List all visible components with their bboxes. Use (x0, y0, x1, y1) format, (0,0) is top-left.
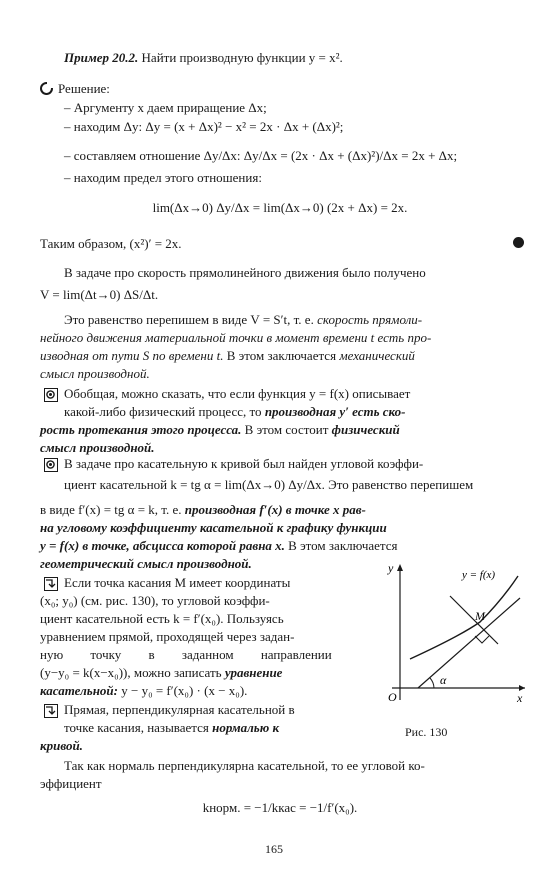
curve-label: y = f(x) (462, 569, 496, 581)
solution-icon (40, 82, 53, 95)
paragraph-line: Так как нормаль перпендикулярна касательной, то ее угловой ко- (64, 758, 425, 773)
paragraph-line: Обобщая, можно сказать, что если функция y = f(x) описывает (64, 386, 411, 401)
solution-step: – составляем отношение Δy/Δx: Δy/Δx = (2x · Δx + (Δx)²)/Δx = 2x + Δx; (64, 148, 458, 163)
figure-caption: Рис. 130 (405, 725, 448, 739)
italic-span: скорость прямоли- (317, 312, 423, 327)
paragraph-line: В задаче про скорость прямолинейного движения было получено (64, 265, 426, 280)
right-angle-mark (475, 636, 489, 643)
bold-italic-span: уравнение (224, 665, 283, 680)
solution-step: – находим Δy: Δy = (x + Δx)² − x² = 2x · Δx + (Δx)²; (64, 119, 344, 134)
paragraph-line (40, 683, 247, 699)
paragraph-line: циент касательной есть k = f′(x₀). Пользуясь (40, 611, 284, 626)
paragraph-line: на угловому коэффициенту касательной к графику функции (40, 520, 387, 535)
bold-italic-span: касательной: (40, 683, 118, 698)
tangent-line (418, 598, 520, 688)
paragraph-line (40, 348, 415, 364)
example-label: Пример 20.2. (64, 50, 139, 65)
paragraph-line: смысл производной. (40, 366, 150, 381)
bold-italic-span: физический (331, 422, 400, 437)
text-span: В этом заключается (288, 538, 398, 553)
text-span: в виде f′(x) = tg α = k, т. е. (40, 502, 182, 517)
paragraph-line: ную точку в заданном направлении (40, 647, 332, 662)
text-span: какой-либо физический процесс, то (64, 404, 262, 419)
paragraph-line: Прямая, перпендикулярная касательной в (64, 702, 295, 717)
text-span: y − y₀ = f′(x₀) · (x − x₀). (121, 683, 248, 698)
paragraph-line (64, 720, 279, 736)
angle-label: α (440, 673, 447, 687)
example-header (64, 50, 343, 66)
italic-span: изводная от пути S по времени t. (40, 348, 224, 363)
paragraph-line: нейного движения материальной точки в момент времени t есть про- (40, 330, 432, 345)
paragraph-line: уравнением прямой, проходящей через задан- (40, 629, 295, 644)
important-icon (44, 388, 58, 402)
paragraph-line: Если точка касания M имеет координаты (64, 575, 291, 590)
example-text: Найти производную функции y = x². (141, 50, 343, 65)
paragraph-line: кривой. (40, 738, 83, 753)
paragraph-line (40, 665, 282, 681)
arrow-icon (44, 704, 58, 718)
angle-arc (430, 678, 434, 688)
bold-italic-span: производная y′ есть ско- (264, 404, 406, 419)
paragraph-line (40, 538, 398, 554)
text-span: Это равенство перепишем (328, 477, 474, 492)
bold-italic-span: нормалью к (212, 720, 280, 735)
velocity-formula: V = lim(Δt→0) ΔS/Δt. (40, 287, 159, 302)
italic-span: механический (339, 348, 415, 363)
solution-step: – находим предел этого отношения: (64, 170, 262, 185)
text-span: В этом заключается (226, 348, 337, 363)
tangent-figure (380, 560, 530, 710)
point-label: M (475, 609, 485, 623)
solution-step: – Аргументу x даем приращение Δx; (64, 100, 267, 115)
paragraph-line: В задаче про касательную к кривой был найден угловой коэффи- (64, 456, 424, 471)
text-span: точке касания, называется (64, 720, 209, 735)
curve (410, 576, 518, 659)
origin-label: O (388, 690, 397, 704)
x-axis-label: x (517, 691, 523, 705)
bold-italic-span: производная f′(x) в точке x рав- (184, 502, 366, 517)
y-axis-label: y (388, 561, 394, 575)
arrow-icon (44, 577, 58, 591)
solution-label: Решение: (58, 81, 110, 96)
end-of-example-marker (513, 237, 524, 248)
bold-italic-span: y = f(x) в точке, абсцисса которой равна x. (40, 538, 285, 553)
y-axis-arrow (397, 564, 403, 571)
text-span: В этом состоит (244, 422, 329, 437)
paragraph-line (40, 502, 366, 518)
text-span: Это равенство перепишем в виде V = S′t, т. е. (64, 312, 314, 327)
important-icon (44, 458, 58, 472)
paragraph-line: (x₀; y₀) (см. рис. 130), то угловой коэффи- (40, 593, 270, 608)
text-span: циент касательной k = tg α = lim(Δx→0) Δy/Δx. (64, 477, 325, 492)
text-span: (y−y₀ = k(x−x₀)), можно записать (40, 665, 222, 680)
paragraph-line (40, 422, 400, 438)
paragraph-line (64, 477, 473, 493)
paragraph-line: смысл производной. (40, 440, 155, 455)
limit-formula: lim(Δx→0) Δy/Δx = lim(Δx→0) (2x + Δx) = 2x. (152, 200, 408, 215)
normal-line (450, 596, 498, 644)
paragraph-line (64, 404, 405, 420)
normal-slope-formula: kнорм. = −1/kкас = −1/f′(x₀). (202, 800, 358, 815)
example-conclusion: Таким образом, (x²)′ = 2x. (40, 236, 182, 251)
bold-italic-span: рость протекания этого процесса. (40, 422, 242, 437)
paragraph-line: эффициент (40, 776, 102, 791)
paragraph-line: геометрический смысл производной. (40, 556, 252, 571)
page-number: 165 (265, 842, 283, 856)
paragraph-line (64, 312, 422, 328)
